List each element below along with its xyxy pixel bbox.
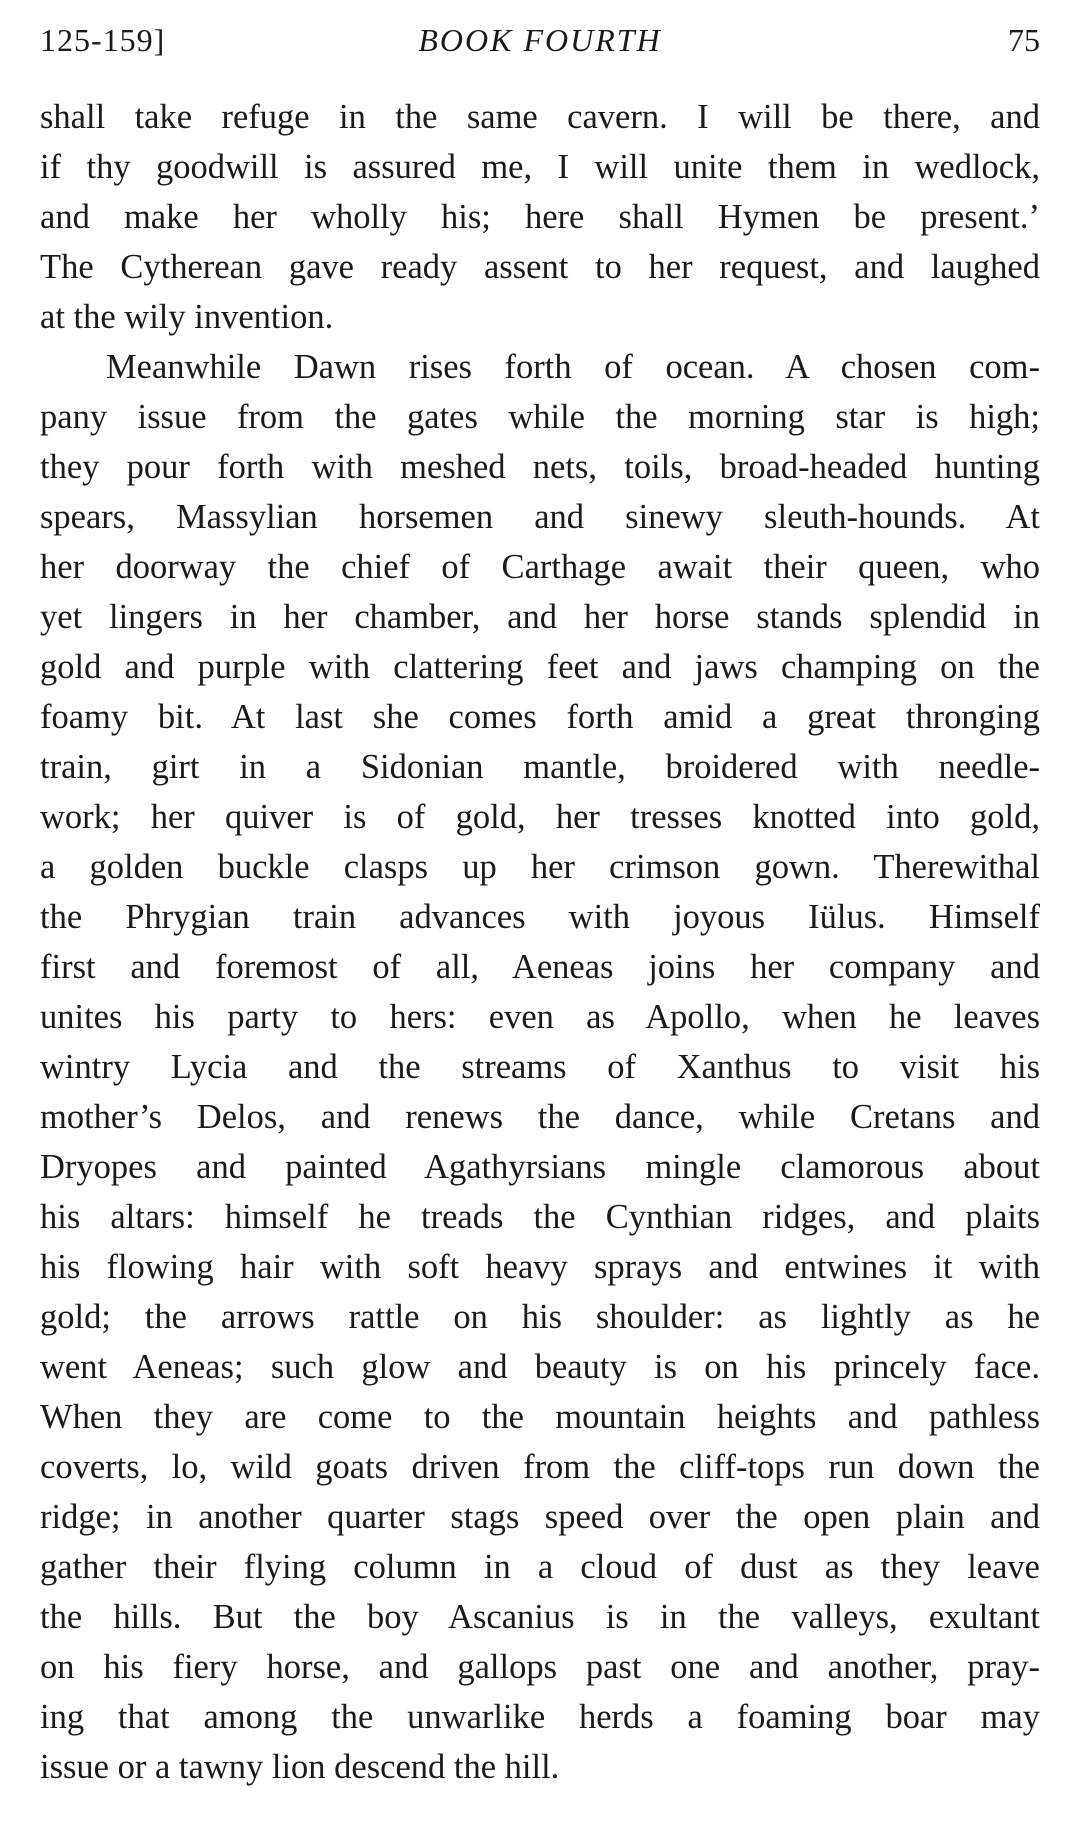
text-line: ing that among the unwarlike herds a foaming boar may [40, 1698, 1040, 1736]
text-line: mother’s Delos, and renews the dance, while Cretans and [40, 1098, 1040, 1136]
paragraph-first-line: Meanwhile Dawn rises forth of ocean. A chosen com- [106, 348, 1040, 386]
text-line: at the wily invention. [40, 298, 334, 336]
text-line: if thy goodwill is assured me, I will unite them in wedlock, [40, 148, 1040, 186]
running-head [40, 14, 1040, 66]
text-line: work; her quiver is of gold, her tresses knotted into gold, [40, 798, 1040, 836]
text-line: his flowing hair with soft heavy sprays and entwines it with [40, 1248, 1040, 1286]
text-line: her doorway the chief of Carthage await their queen, who [40, 548, 1040, 586]
line-range: 125-159] [40, 22, 166, 58]
text-line: wintry Lycia and the streams of Xanthus to visit his [40, 1048, 1040, 1086]
text-line: and make her wholly his; here shall Hymen be present.’ [40, 198, 1040, 236]
text-line: went Aeneas; such glow and beauty is on his princely face. [40, 1348, 1040, 1386]
text-line: yet lingers in her chamber, and her horse stands splendid in [40, 598, 1040, 636]
text-line: the hills. But the boy Ascanius is in the valleys, exultant [40, 1598, 1040, 1636]
text-line: The Cytherean gave ready assent to her request, and laughed [40, 248, 1040, 286]
page-number: 75 [1008, 22, 1040, 58]
text-line: issue or a tawny lion descend the hill. [40, 1748, 560, 1786]
book-title: BOOK FOURTH [418, 22, 662, 58]
text-line: spears, Massylian horsemen and sinewy sleuth-hounds. At [40, 498, 1040, 536]
text-line: first and foremost of all, Aeneas joins her company and [40, 948, 1040, 986]
text-line: gather their flying column in a cloud of dust as they leave [40, 1548, 1040, 1586]
text-line: train, girt in a Sidonian mantle, broidered with needle- [40, 748, 1040, 786]
text-line: his altars: himself he treads the Cynthian ridges, and plaits [40, 1198, 1040, 1236]
text-line: When they are come to the mountain heights and pathless [40, 1398, 1040, 1436]
text-line: gold; the arrows rattle on his shoulder: as lightly as he [40, 1298, 1040, 1336]
text-line: a golden buckle clasps up her crimson gown. Therewithal [40, 848, 1040, 886]
text-line: gold and purple with clattering feet and jaws champing on the [40, 648, 1040, 686]
text-line: foamy bit. At last she comes forth amid a great thronging [40, 698, 1040, 736]
body-text [40, 92, 1040, 1792]
text-line: unites his party to hers: even as Apollo, when he leaves [40, 998, 1040, 1036]
text-line: they pour forth with meshed nets, toils, broad-headed hunting [40, 448, 1040, 486]
text-line: pany issue from the gates while the morning star is high; [40, 398, 1040, 436]
text-line: Dryopes and painted Agathyrsians mingle clamorous about [40, 1148, 1040, 1186]
text-line: on his fiery horse, and gallops past one and another, pray- [40, 1648, 1040, 1686]
text-line: coverts, lo, wild goats driven from the cliff-tops run down the [40, 1448, 1040, 1486]
text-line: ridge; in another quarter stags speed over the open plain and [40, 1498, 1040, 1536]
text-line: the Phrygian train advances with joyous Iülus. Himself [40, 898, 1040, 936]
text-line: shall take refuge in the same cavern. I will be there, and [40, 98, 1040, 136]
